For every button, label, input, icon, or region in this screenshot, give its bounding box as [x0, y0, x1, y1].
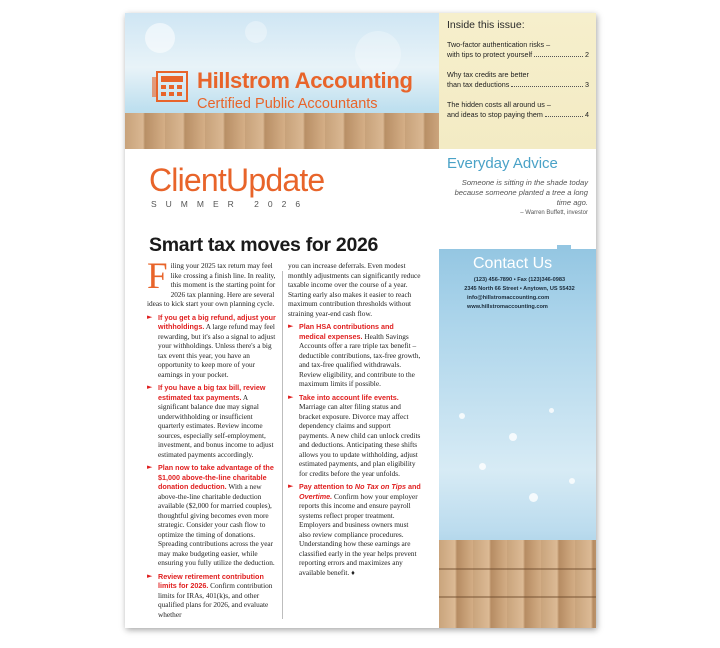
calculator-icon [151, 69, 189, 103]
bullet-arrow-icon: ► [288, 322, 294, 330]
newsletter-page [125, 13, 596, 628]
column-divider [282, 271, 283, 619]
toc-page-number: 3 [585, 80, 589, 89]
contact-notch-bar [439, 245, 557, 249]
tip-bullet [147, 313, 277, 380]
contact-notch-bar [571, 245, 596, 249]
contact-section [439, 233, 596, 628]
masthead-title [149, 163, 324, 197]
advice-title: Everyday Advice [447, 155, 558, 172]
tip-lead: Plan HSA contributions and medical expenses. [299, 322, 394, 341]
bullet-arrow-icon: ► [288, 392, 294, 401]
toc-item-line1: Two-factor authentication risks – [447, 40, 551, 49]
toc-item-line2: than tax deductions [447, 80, 510, 89]
contact-email[interactable]: info@hillstromaccounting.com [467, 295, 550, 301]
tip-lead-italic: No Tax on Tips [354, 482, 407, 491]
sparkle-decoration [509, 433, 517, 441]
toc-leader [534, 51, 583, 57]
toc-item[interactable] [447, 100, 589, 120]
sidebar [439, 13, 596, 628]
contact-website[interactable]: www.hillstromaccounting.com [467, 304, 548, 310]
company-subtitle: Certified Public Accountants [197, 96, 378, 112]
toc-page-number: 2 [585, 50, 589, 59]
deck-line [439, 568, 596, 570]
wood-deck [439, 540, 596, 628]
toc-item-line1: The hidden costs all around us – [447, 100, 551, 109]
advice-attribution: – Warren Buffett, investor [520, 210, 588, 216]
bullet-arrow-icon: ► [147, 312, 153, 321]
bullet-arrow-icon: ► [147, 383, 153, 391]
masthead [149, 163, 324, 209]
tip-lead: Plan now to take advantage of the $1,000 above-the-line charitable donation deduction. [158, 463, 274, 491]
masthead-part1: Client [149, 162, 227, 198]
intro-text: iling your 2025 tax return may feel like crossing a finish line. In reality, this moment is the starting point for 2026 tax planning. Here are several ideas to kick start your own planning cycle. [147, 261, 276, 308]
wood-deck [125, 113, 439, 149]
tip-bullet [147, 572, 277, 620]
tip-lead-part: and [406, 482, 421, 491]
tip-text: Confirm contribution limits for IRAs, 401(k)s, and other qualified plans for 2026, and evaluate whether [158, 581, 273, 619]
tip-lead-italic: Overtime. [299, 491, 333, 501]
tip-text: A significant balance due may signal underwithholding or insufficient quarterly estimates. Review income sources, especially self-employment, investment, and bonus income to adjust estimated payments accordingly. [158, 392, 274, 459]
contact-title: Contact Us [473, 255, 553, 272]
toc-page-number: 4 [585, 110, 589, 119]
everyday-advice [439, 149, 596, 245]
toc-item[interactable] [447, 40, 589, 60]
tip-text: With a new above-the-line charitable deduction available ($2,000 for married couples), thoughtful giving becomes even more strategic. Consider your cash flow to optimize the timing of donations. Spreading contributions across the year may make budgeting easier, while ensuring you fully utilize the deduction. [158, 482, 275, 567]
contact-address: 2345 North 66 Street • Anytown, US 55432 [464, 286, 575, 292]
inside-title: Inside this issue: [447, 19, 525, 31]
advice-quote: Someone is sitting in the shade today because someone planted a tree a long time ago. [454, 178, 588, 207]
sparkle-decoration [529, 493, 538, 502]
toc-leader [545, 111, 583, 117]
tip-text: Marriage can alter filing status and bracket exposure. Divorce may affect dependency claims and support payments. A new child can unlock credits and deductions. Anticipating these shifts allows you to update withholding, adjust estimated payments, and plan eligibility for credits before the year unfolds. [299, 402, 421, 478]
toc-item-line2: with tips to protect yourself [447, 50, 533, 59]
bullet-arrow-icon: ► [147, 571, 153, 580]
toc-item[interactable] [447, 70, 589, 90]
bullet-arrow-icon: ► [147, 463, 153, 471]
tip-lead: If you have a big tax bill, review estimated tax payments. [158, 383, 266, 402]
header-banner [125, 13, 439, 149]
intro-paragraph [147, 256, 277, 309]
company-logo [151, 69, 413, 113]
continued-text: you can increase deferrals. Even modest monthly adjustments can significantly reduce taxable income over the course of a year. Starting early also makes it easier to reach maximum contribution thresholds without straining year-end cash flow. [288, 261, 421, 318]
masthead-part2: Update [226, 162, 325, 198]
tip-bullet [288, 393, 422, 479]
contact-phone-fax: (123) 456-7890 • Fax (123)346-0983 [473, 277, 566, 283]
drop-cap: F [147, 256, 168, 297]
deck-line [439, 596, 596, 598]
company-name: Hillstrom Accounting [197, 68, 413, 93]
toc-item-line2: and ideas to stop paying them [447, 110, 543, 119]
toc-item-line1: Why tax credits are better [447, 70, 529, 79]
contact-notch-bar [439, 233, 596, 245]
contact-details [447, 276, 592, 312]
tip-text: Confirm how your employer reports this income and ensure payroll systems reflect proper treatment. Employers and business owners must also review compliance procedures. Understanding how these earnings are classified early in the year helps prevent reporting errors and maximizes any available benefit. ♦ [299, 491, 418, 577]
sparkle-decoration [549, 408, 554, 413]
tip-lead: Take into account life events. [299, 392, 399, 402]
article-column-2 [288, 261, 422, 577]
tip-lead-part: Pay attention to [299, 482, 355, 491]
article-column-1 [147, 256, 277, 619]
issue-season: SUMMER 2026 [151, 199, 310, 209]
tip-bullet [288, 322, 422, 389]
inside-this-issue [439, 13, 596, 149]
sparkle-decoration [569, 478, 575, 484]
article-headline: Smart tax moves for 2026 [149, 234, 379, 256]
tip-lead: Review retirement contribution limits for 2026. [158, 571, 264, 590]
logo-text [197, 69, 413, 113]
bokeh-decoration [145, 23, 175, 53]
tip-bullet [147, 463, 277, 568]
tip-bullet [288, 482, 422, 577]
sparkle-decoration [479, 463, 486, 470]
sparkle-decoration [459, 413, 465, 419]
bullet-arrow-icon: ► [288, 482, 294, 490]
bokeh-decoration [245, 21, 267, 43]
toc-leader [511, 81, 583, 87]
tip-text: A large refund may feel rewarding, but it's also a signal to adjust your withholdings. Unless there's a big tax event this year, you have an opportunity to keep more of your earnings in your pocket. [158, 322, 276, 379]
tip-bullet [147, 383, 277, 459]
tip-lead: If you get a big refund, adjust your withholdings. [158, 312, 276, 331]
tip-text: Health Savings Accounts offer a rare triple tax benefit – deductible contributions, tax-free growth, and tax-free qualified withdrawals. Review eligibility, and contribute to the maximum limits if possible. [299, 331, 421, 388]
